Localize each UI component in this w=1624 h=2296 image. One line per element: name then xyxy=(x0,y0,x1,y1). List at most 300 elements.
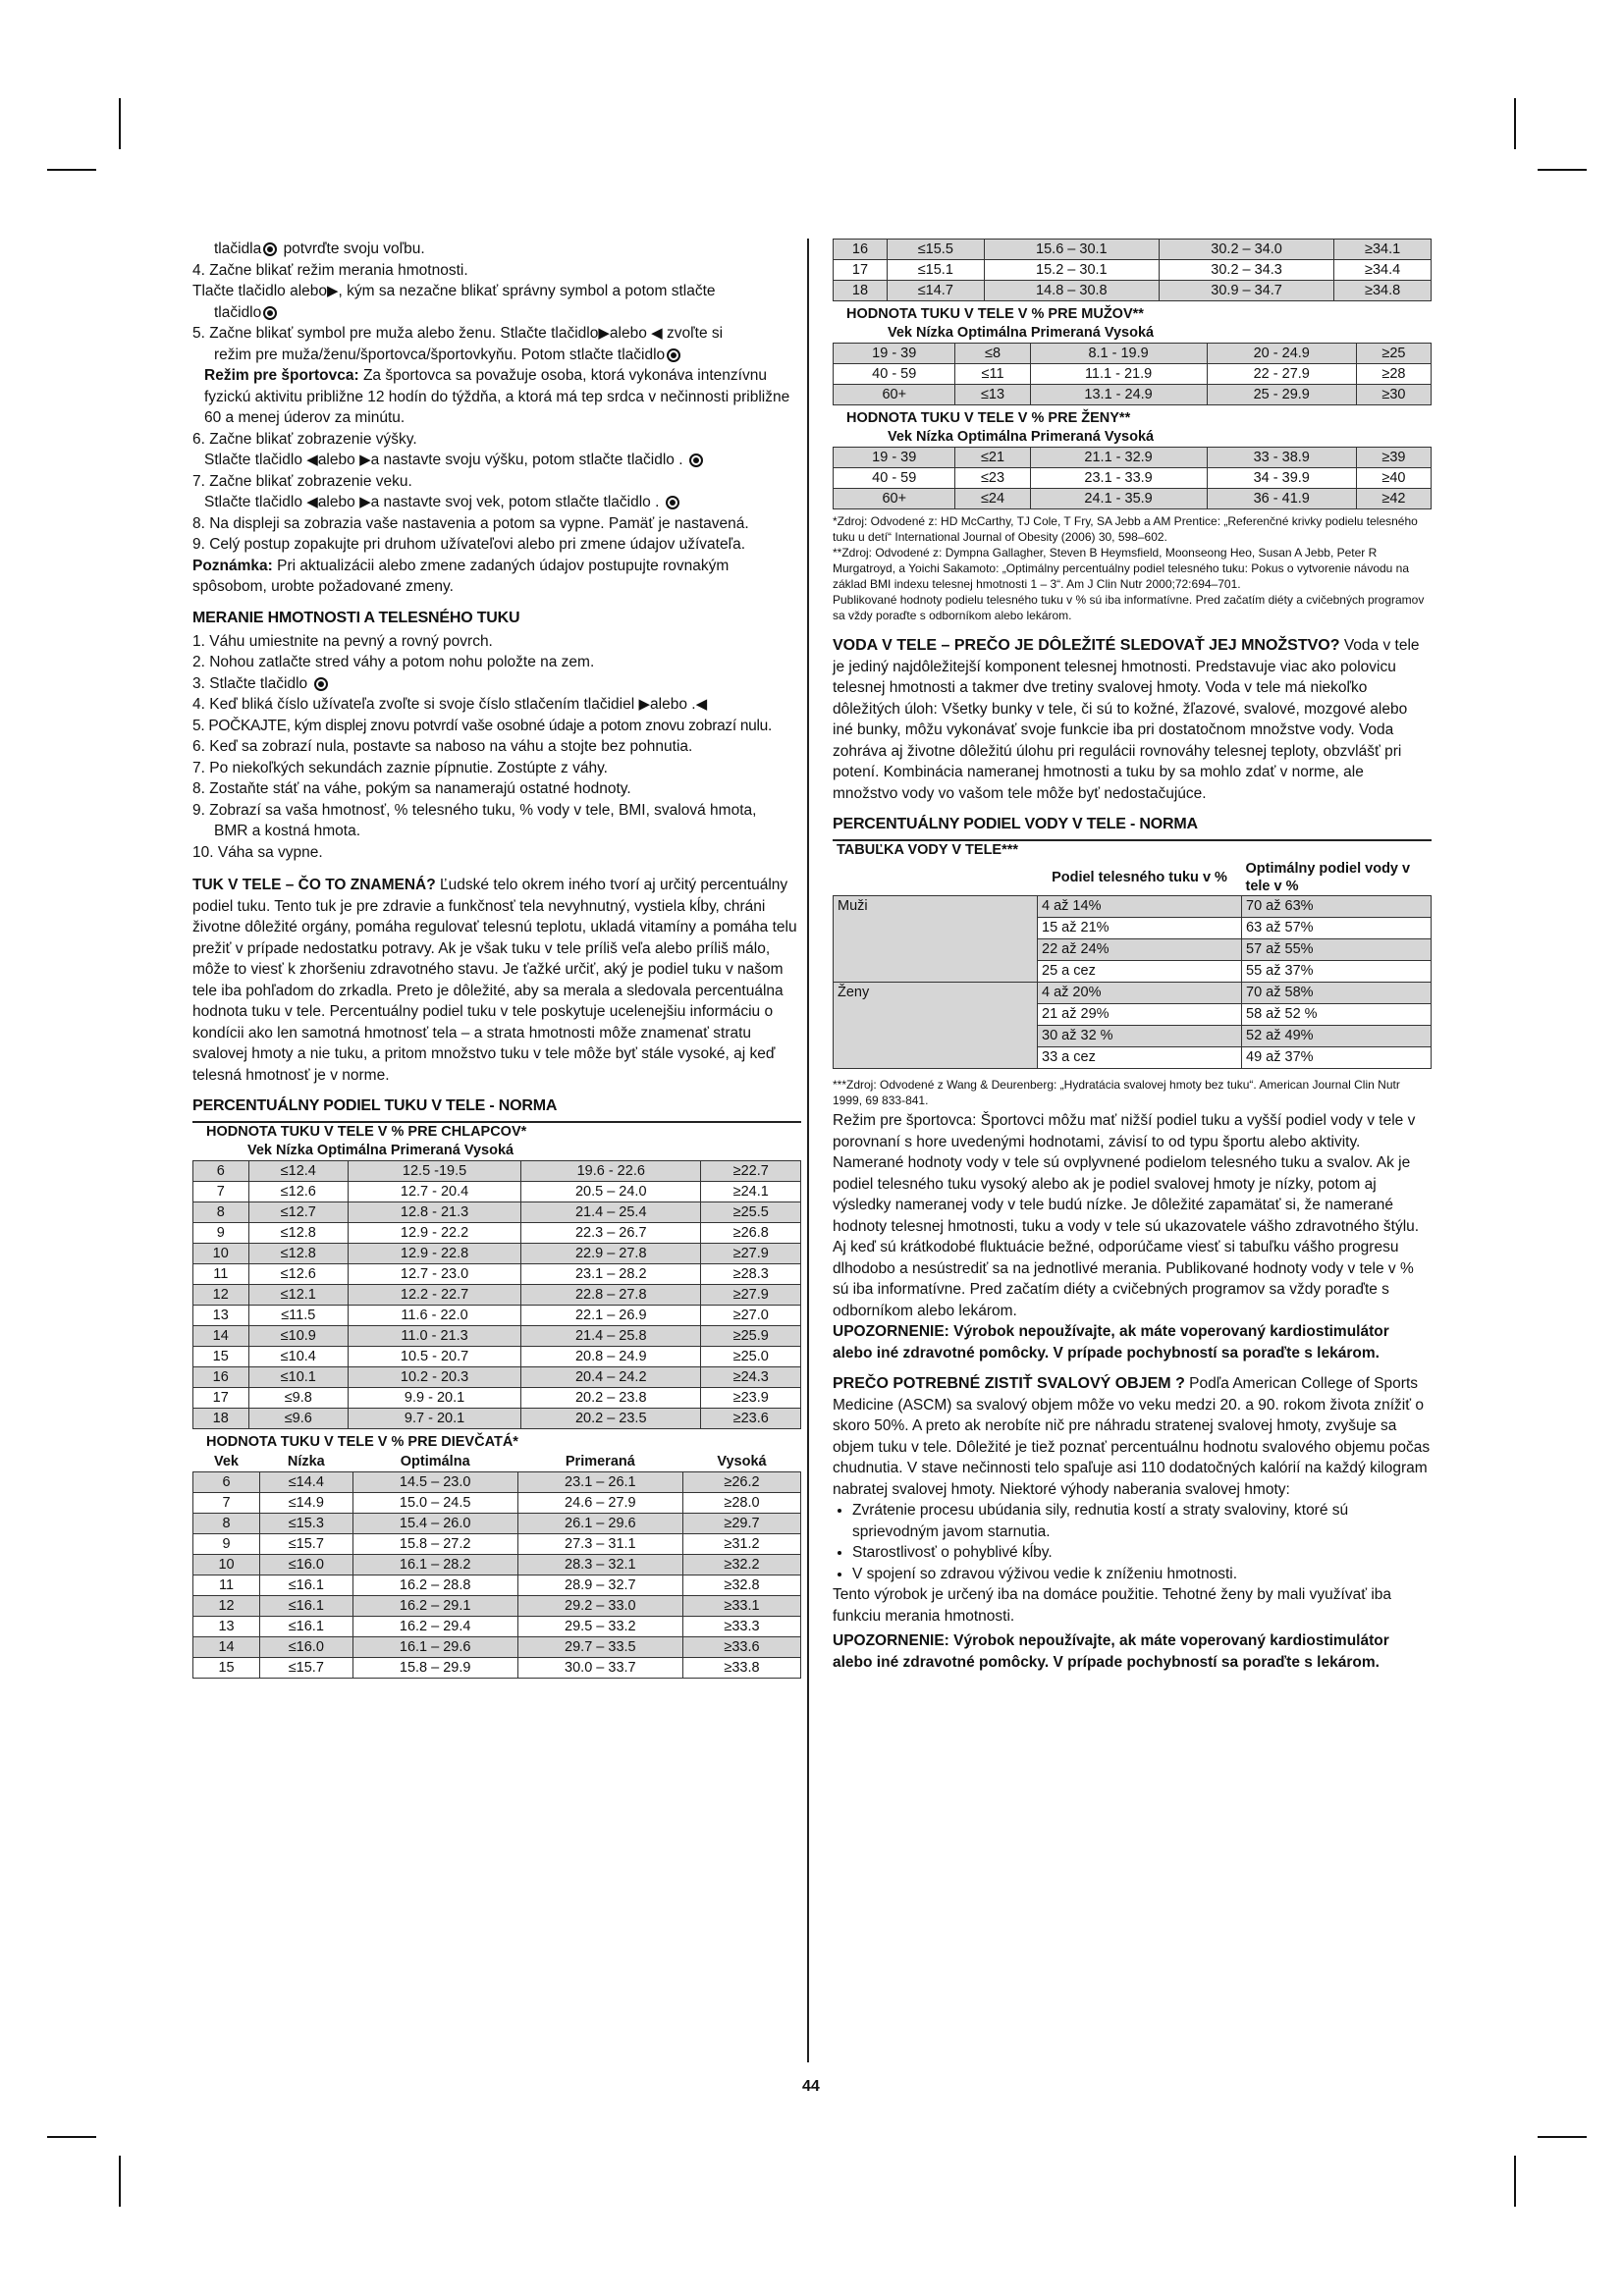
table-cell: ≥39 xyxy=(1356,448,1431,468)
table-cell: 29.7 – 33.5 xyxy=(517,1637,682,1658)
table-cell: 22.3 – 26.7 xyxy=(521,1223,701,1244)
table-cell: ≥40 xyxy=(1356,468,1431,489)
crop-mark xyxy=(119,98,121,149)
measure-step: 8. Zostaňte stáť na váhe, pokým sa nanamerajú ostatné hodnoty. xyxy=(192,780,631,797)
fat-heading: TUK V TELE – ČO TO ZNAMENÁ? xyxy=(192,877,436,893)
table-row xyxy=(834,468,1432,489)
table-cell: 26.1 – 29.6 xyxy=(517,1514,682,1534)
table-cell: 11 xyxy=(193,1575,260,1596)
table-row xyxy=(193,1555,801,1575)
table-cell: ≥23.6 xyxy=(701,1409,801,1429)
table-cell: ≥25.9 xyxy=(701,1326,801,1347)
table-cell: 12.5 -19.5 xyxy=(349,1161,521,1182)
page-number: 44 xyxy=(802,2078,820,2095)
step-6: 6. Začne blikať zobrazenie výšky. xyxy=(192,430,417,448)
table-cell: 28.9 – 32.7 xyxy=(517,1575,682,1596)
table-cell: 8.1 - 19.9 xyxy=(1030,344,1207,364)
source-note: Publikované hodnoty podielu telesného tuku v % sú iba informatívne. Pred začatím diéty a cvičebných programov sa vždy poraďte s odborníkom alebo lekárom. xyxy=(833,593,1425,622)
table-cell: 24.1 - 35.9 xyxy=(1030,489,1207,509)
set-button-icon xyxy=(263,306,277,320)
table-cell: ≤21 xyxy=(955,448,1030,468)
table-cell: 36 - 41.9 xyxy=(1207,489,1356,509)
table-cell: ≤16.1 xyxy=(260,1596,353,1617)
table-cell: 34 - 39.9 xyxy=(1207,468,1356,489)
table-cell: ≤13 xyxy=(955,385,1030,405)
measure-step: 6. Keď sa zobrazí nula, postavte sa naboso na váhu a stojte bez pohnutia. xyxy=(192,738,693,755)
table-row xyxy=(193,1161,801,1182)
measure-step: 10. Váha sa vypne. xyxy=(192,843,323,861)
muscle-paragraph: PREČO POTREBNÉ ZISTIŤ SVALOVÝ OBJEM ? Podľa American College of Sports Medicine (ASCM) sa svalový objem môže vo veku medzi 20. a 90. rokom života znížiť o skoro 50%. A preto ak nerobíte nič pre náhradu stratenej svalovej hmoty, zvyšuje sa objem tuku v tele. Dôležité je tiež poznať percentuálnu hodnotu svalového objemu počas chudnutia. V stave nečinnosti telo spaľuje asi 110 dodatočných kalórií na každý kilogram nabratej svalovej hmoty. Niektoré výhody naberania svalovej hmoty: xyxy=(833,1375,1431,1498)
measure-step: 3. Stlačte tlačidlo xyxy=(192,673,801,695)
table-cell: 23.1 – 26.1 xyxy=(517,1472,682,1493)
table-cell: 10 xyxy=(193,1244,249,1264)
table-cell: ≤8 xyxy=(955,344,1030,364)
table-row xyxy=(834,281,1432,301)
table-cell: 14 xyxy=(193,1637,260,1658)
set-button-icon xyxy=(263,242,277,256)
table-cell: 19 - 39 xyxy=(834,448,955,468)
table-row xyxy=(834,918,1432,939)
table-row xyxy=(193,1658,801,1679)
table-cell: 9.7 - 20.1 xyxy=(349,1409,521,1429)
table-cell: 12.9 - 22.2 xyxy=(349,1223,521,1244)
table-cell: ≥24.3 xyxy=(701,1367,801,1388)
table-cell: Ženy xyxy=(834,983,1038,1004)
note-paragraph: Poznámka: Pri aktualizácii alebo zmene zadaných údajov postupujte rovnakým spôsobom, urobte požadované zmeny. xyxy=(192,557,730,595)
table-cell: 13 xyxy=(193,1617,260,1637)
women-table-subheader: Vek Nízka Optimálna Primeraná Vysoká xyxy=(888,429,1155,445)
table-cell: ≤14.7 xyxy=(887,281,984,301)
left-arrow-icon: ◀ xyxy=(306,494,318,510)
table-row xyxy=(834,344,1432,364)
table-cell: 20.5 – 24.0 xyxy=(521,1182,701,1202)
table-cell xyxy=(834,961,1038,983)
table-cell: 21 až 29% xyxy=(1038,1004,1242,1026)
table-row xyxy=(193,1388,801,1409)
crop-mark xyxy=(1538,169,1587,171)
table-cell: 22 - 27.9 xyxy=(1207,364,1356,385)
table-cell: ≤14.4 xyxy=(260,1472,353,1493)
table-cell: 13.1 - 24.9 xyxy=(1030,385,1207,405)
table-cell: ≥25.0 xyxy=(701,1347,801,1367)
table-cell: 22 až 24% xyxy=(1038,939,1242,961)
table-cell: ≥29.7 xyxy=(682,1514,800,1534)
table-cell: 17 xyxy=(834,260,888,281)
table-cell: ≤24 xyxy=(955,489,1030,509)
boys-table-subheader: Vek Nízka Optimálna Primeraná Vysoká xyxy=(247,1143,514,1158)
table-cell: 14.8 – 30.8 xyxy=(984,281,1159,301)
table-cell: ≥27.9 xyxy=(701,1285,801,1306)
table-row xyxy=(193,1534,801,1555)
set-button-icon xyxy=(667,348,680,362)
table-cell: 4 až 20% xyxy=(1038,983,1242,1004)
table-cell: ≥22.7 xyxy=(701,1161,801,1182)
table-cell: ≤23 xyxy=(955,468,1030,489)
page xyxy=(192,239,1432,2074)
table-cell: 16.2 – 28.8 xyxy=(352,1575,517,1596)
table-cell: 40 - 59 xyxy=(834,364,955,385)
table-cell: 9 xyxy=(193,1534,260,1555)
table-cell: 28.3 – 32.1 xyxy=(517,1555,682,1575)
table-cell: ≥34.4 xyxy=(1334,260,1432,281)
table-cell: 6 xyxy=(193,1161,249,1182)
table-cell: 60+ xyxy=(834,385,955,405)
water-norm-heading: PERCENTUÁLNY PODIEL VODY V TELE - NORMA xyxy=(833,816,1198,832)
table-cell: 20 - 24.9 xyxy=(1207,344,1356,364)
table-row xyxy=(834,240,1432,260)
table-cell: ≤12.7 xyxy=(248,1202,349,1223)
table-cell: ≤16.1 xyxy=(260,1575,353,1596)
left-arrow-icon: ◀ xyxy=(695,696,708,713)
table-cell: 30 až 32 % xyxy=(1038,1026,1242,1047)
table-cell: ≤15.1 xyxy=(887,260,984,281)
table-cell: 70 až 63% xyxy=(1242,896,1432,918)
table-row xyxy=(834,260,1432,281)
table-cell: ≥33.1 xyxy=(682,1596,800,1617)
table-row xyxy=(193,1409,801,1429)
table-cell: ≤12.4 xyxy=(248,1161,349,1182)
table-row xyxy=(193,1244,801,1264)
table-cell: 18 xyxy=(193,1409,249,1429)
table-cell: ≥31.2 xyxy=(682,1534,800,1555)
table-row xyxy=(834,364,1432,385)
girls-col-header: Optimálna xyxy=(400,1454,470,1469)
table-row xyxy=(834,983,1432,1004)
measure-step: 4. Keď bliká číslo užívateľa zvoľte si svoje číslo stlačením tlačidiel ▶alebo .◀ xyxy=(192,696,708,713)
table-cell: 21.1 - 32.9 xyxy=(1030,448,1207,468)
table-cell: ≥32.8 xyxy=(682,1575,800,1596)
table-cell: 16.1 – 29.6 xyxy=(352,1637,517,1658)
home-use-paragraph: Tento výrobok je určený iba na domáce použitie. Tehotné ženy by mali využívať iba funkciu merania hmotnosti. xyxy=(833,1586,1392,1625)
women-table-title: HODNOTA TUKU V TELE V % PRE ŽENY** xyxy=(846,410,1131,426)
table-row xyxy=(193,1514,801,1534)
table-cell: ≥27.9 xyxy=(701,1244,801,1264)
source-note: **Zdroj: Odvodené z: Dympna Gallagher, Steven B Heymsfield, Moonseong Heo, Susan A Jebb, Peter R Murgatroyd, a Yoichi Sakamoto: „Optimálny percentuálny podiel telesného tuku: Pokus o vytvorenie návodu na základ BMI indexu telesnej hmotnosti 1 – 3“. Am J Clin Nutr 2000;72:694–701. xyxy=(833,546,1410,591)
table-cell: 55 až 37% xyxy=(1242,961,1432,983)
table-cell: 12.8 - 21.3 xyxy=(349,1202,521,1223)
table-row xyxy=(193,1347,801,1367)
table-cell: 60+ xyxy=(834,489,955,509)
table-cell: ≥30 xyxy=(1356,385,1431,405)
table-cell: ≤12.8 xyxy=(248,1223,349,1244)
table-row xyxy=(193,1182,801,1202)
table-cell: 16 xyxy=(834,240,888,260)
table-cell: ≤16.1 xyxy=(260,1617,353,1637)
norm-heading: PERCENTUÁLNY PODIEL TUKU V TELE - NORMA xyxy=(192,1097,558,1114)
crop-mark xyxy=(47,2136,96,2138)
list-item: • Starostlivosť o pohyblivé kĺby. xyxy=(852,1542,1432,1564)
table-cell: ≥34.8 xyxy=(1334,281,1432,301)
table-cell: 7 xyxy=(193,1493,260,1514)
table-cell: 15.4 – 26.0 xyxy=(352,1514,517,1534)
intro-line: tlačidla potvrďte svoju voľbu. xyxy=(214,240,425,257)
table-row xyxy=(834,1026,1432,1047)
right-arrow-icon: ▶ xyxy=(638,696,651,713)
table-cell: 15 až 21% xyxy=(1038,918,1242,939)
table-row xyxy=(193,1306,801,1326)
table-cell: ≥28.0 xyxy=(682,1493,800,1514)
women-fat-table xyxy=(833,447,1432,509)
intro-line: režim pre muža/ženu/športovca/športovkyňu. Potom stlačte tlačidlo xyxy=(192,345,801,366)
table-cell: 8 xyxy=(193,1514,260,1534)
right-arrow-icon: ▶ xyxy=(327,283,339,299)
table-cell: 49 až 37% xyxy=(1242,1047,1432,1069)
measure-step: 1. Váhu umiestnite na pevný a rovný povrch. xyxy=(192,632,493,650)
table-row xyxy=(193,1202,801,1223)
crop-mark xyxy=(47,169,96,171)
sport-mode-paragraph: Režim pre športovca: Za športovca sa považuje osoba, ktorá vykonáva intenzívnu fyzickú aktivitu približne 12 hodín do týždňa, a ktorá má tep srdca v nečinnosti približne 60 a menej úderov za minútu. xyxy=(204,367,790,426)
warning-text: UPOZORNENIE: Výrobok nepoužívajte, ak máte voperovaný kardiostimulátor alebo iné zdravotné pomôcky. V prípade pochybností sa poraďte s lekárom. xyxy=(833,1632,1389,1671)
set-button-icon xyxy=(689,454,703,467)
table-cell: ≤9.8 xyxy=(248,1388,349,1409)
water-col-header: Podiel telesného tuku v % xyxy=(1052,869,1227,885)
girls-fat-table-continued xyxy=(833,239,1432,301)
table-cell: 15.8 – 29.9 xyxy=(352,1658,517,1679)
source-note: ***Zdroj: Odvodené z Wang & Deurenberg: „Hydratácia svalovej hmoty bez tuku“. American Journal Clin Nutr 1999, 69 833-841. xyxy=(833,1078,1400,1107)
table-row xyxy=(193,1493,801,1514)
table-cell: ≥33.3 xyxy=(682,1617,800,1637)
crop-mark xyxy=(1538,2136,1587,2138)
table-cell: 15.6 – 30.1 xyxy=(984,240,1159,260)
benefit-list xyxy=(833,1500,1432,1584)
table-cell: ≤15.3 xyxy=(260,1514,353,1534)
set-button-icon xyxy=(666,496,679,509)
table-cell: 33 - 38.9 xyxy=(1207,448,1356,468)
table-row xyxy=(193,1617,801,1637)
table-cell: ≤9.6 xyxy=(248,1409,349,1429)
table-cell: 14 xyxy=(193,1326,249,1347)
girls-col-header: Primeraná xyxy=(565,1454,635,1469)
water-table-title: TABUĽKA VODY V TELE*** xyxy=(833,839,1432,860)
table-cell: ≤10.1 xyxy=(248,1367,349,1388)
crop-mark xyxy=(119,2156,121,2207)
table-cell: ≤16.0 xyxy=(260,1555,353,1575)
table-row xyxy=(193,1264,801,1285)
table-cell: 11 xyxy=(193,1264,249,1285)
table-cell: 29.5 – 33.2 xyxy=(517,1617,682,1637)
table-row xyxy=(834,385,1432,405)
table-cell: 27.3 – 31.1 xyxy=(517,1534,682,1555)
girls-fat-table xyxy=(192,1452,801,1679)
table-cell: ≥27.0 xyxy=(701,1306,801,1326)
table-cell: ≥26.8 xyxy=(701,1223,801,1244)
fat-paragraph: TUK V TELE – ČO TO ZNAMENÁ? Ľudské telo okrem iného tvorí aj určitý percentuálny podiel tuku. Tento tuk je pre zdravie a funkčnosť tela nevyhnutný, vystiela kĺby, chráni životne dôležité orgány, pomáha regulovať telesnú teplotu, ukladá vitamíny a pomáha telu prežiť v prípade nedostatku potravy. Ak je však tuku v tele príliš veľa alebo príliš málo, môže to viesť k zhoršeniu zdravotného stavu. Je ťažké určiť, aký je podiel tuku v našom tele iba pohľadom do zrkadla. Preto je dôležité, aby sa merala a sledovala percentuálna hodnota tuku v tele. Percentuálny podiel tuku v tele poskytuje ucelenejšiu informáciu o kondícii ako len samotná hmotnosť tela – a strata hmotnosti môže znamenať stratu svalovej hmoty a nie tuku, a pritom množstvo tuku v tele môže byť stále vysoké, aj keď telesná hmotnosť je v norme. xyxy=(192,877,797,1084)
table-cell: 30.2 – 34.0 xyxy=(1159,240,1333,260)
table-cell: ≤12.6 xyxy=(248,1264,349,1285)
table-cell: 23.1 - 33.9 xyxy=(1030,468,1207,489)
right-arrow-icon: ▶ xyxy=(359,494,371,510)
table-cell: 16.1 – 28.2 xyxy=(352,1555,517,1575)
table-cell: ≤15.7 xyxy=(260,1658,353,1679)
table-row xyxy=(193,1367,801,1388)
table-cell: 11.6 - 22.0 xyxy=(349,1306,521,1326)
table-row xyxy=(834,961,1432,983)
table-cell: Muži xyxy=(834,896,1038,918)
table-row xyxy=(834,939,1432,961)
table-cell: ≥28.3 xyxy=(701,1264,801,1285)
table-cell: ≥28 xyxy=(1356,364,1431,385)
table-row xyxy=(193,1223,801,1244)
table-cell: 23.1 – 28.2 xyxy=(521,1264,701,1285)
measure-step: 9. Zobrazí sa vaša hmotnosť, % telesného tuku, % vody v tele, BMI, svalová hmota, xyxy=(192,801,757,819)
boys-table-title: HODNOTA TUKU V TELE V % PRE CHLAPCOV* xyxy=(192,1121,801,1142)
table-cell: ≤10.9 xyxy=(248,1326,349,1347)
set-button-icon xyxy=(314,677,328,691)
table-cell: 15 xyxy=(193,1347,249,1367)
table-cell: 25 a cez xyxy=(1038,961,1242,983)
table-cell: ≥24.1 xyxy=(701,1182,801,1202)
table-cell: 12.7 - 23.0 xyxy=(349,1264,521,1285)
table-cell: 16.2 – 29.4 xyxy=(352,1617,517,1637)
intro-line: Tlačte tlačidlo alebo▶, kým sa nezačne blikať správny symbol a potom stlačte xyxy=(192,283,716,299)
measure-heading: MERANIE HMOTNOSTI A TELESNÉHO TUKU xyxy=(192,609,520,626)
table-row xyxy=(834,448,1432,468)
table-cell: 13 xyxy=(193,1306,249,1326)
table-cell: ≤15.7 xyxy=(260,1534,353,1555)
table-cell: 12.7 - 20.4 xyxy=(349,1182,521,1202)
intro-line: tlačidlo xyxy=(192,302,801,324)
step-7-detail: Stlačte tlačidlo ◀alebo ▶a nastavte svoj vek, potom stlačte tlačidlo . xyxy=(192,492,801,513)
table-row xyxy=(193,1472,801,1493)
source-note: *Zdroj: Odvodené z: HD McCarthy, TJ Cole, T Fry, SA Jebb a AM Prentice: „Referenčné krivky podielu telesného tuku u detí“ International Journal of Obesity (2006) 30, 598–602. xyxy=(833,514,1418,544)
table-row xyxy=(193,1285,801,1306)
table-cell: ≤14.9 xyxy=(260,1493,353,1514)
left-column xyxy=(192,239,801,1679)
table-cell: 40 - 59 xyxy=(834,468,955,489)
muscle-heading: PREČO POTREBNÉ ZISTIŤ SVALOVÝ OBJEM ? xyxy=(833,1375,1185,1392)
table-cell: 33 a cez xyxy=(1038,1047,1242,1069)
table-cell: ≥34.1 xyxy=(1334,240,1432,260)
table-cell: ≥23.9 xyxy=(701,1388,801,1409)
table-cell: 15.8 – 27.2 xyxy=(352,1534,517,1555)
table-cell: 20.2 – 23.5 xyxy=(521,1409,701,1429)
table-cell: 20.8 – 24.9 xyxy=(521,1347,701,1367)
table-cell: 19.6 - 22.6 xyxy=(521,1161,701,1182)
table-row xyxy=(193,1326,801,1347)
right-column xyxy=(833,239,1432,1673)
table-cell: 70 až 58% xyxy=(1242,983,1432,1004)
table-cell: 12 xyxy=(193,1285,249,1306)
warning-text: UPOZORNENIE: Výrobok nepoužívajte, ak máte voperovaný kardiostimulátor alebo iné zdravotné pomôcky. V prípade pochybností sa poraďte s lekárom. xyxy=(833,1323,1389,1362)
table-cell: 57 až 55% xyxy=(1242,939,1432,961)
table-cell: ≥42 xyxy=(1356,489,1431,509)
table-cell: 9.9 - 20.1 xyxy=(349,1388,521,1409)
table-cell: ≥26.2 xyxy=(682,1472,800,1493)
list-item: • Zvrátenie procesu ubúdania sily, rednutia kostí a straty svaloviny, ktoré sú sprievodným javom starnutia. xyxy=(852,1500,1432,1542)
table-row xyxy=(834,896,1432,918)
sport-water-paragraph: Režim pre športovca: Športovci môžu mať nižší podiel tuku a vyšší podiel vody v tele v porovnaní s hore uvedenými hodnotami, závisí to od typu športu alebo aktivity. Namerané hodnoty vody v tele sú ovplyvnené podielom telesného tuku a svalov. Ak je podiel telesného tuku vysoký alebo ak je podiel svalovej hmoty je nízky, potom aj výsledky nameranej vody v tele budú nízke. Je dôležité zapamätať si, že namerané hodnoty telesnej hmotnosti, tuku a vody v tele sú ukazovatele vášho zdravotného štýlu. Aj keď sú krátkodobé fluktuácie bežné, odporúčame viesť si tabuľku vášho progresu dlhodobo a nesústrediť sa na jednotlivé merania. Publikované hodnoty vody v tele v % sú iba informatívne. Pred začatím diéty a cvičebných programov sa vždy poraďte s odborníkom alebo lekárom. xyxy=(833,1112,1420,1319)
table-cell: 25 - 29.9 xyxy=(1207,385,1356,405)
table-cell: ≤11.5 xyxy=(248,1306,349,1326)
table-cell: 9 xyxy=(193,1223,249,1244)
table-cell: ≤12.1 xyxy=(248,1285,349,1306)
table-cell xyxy=(834,939,1038,961)
table-cell xyxy=(834,918,1038,939)
list-item: • V spojení so zdravou výživou vedie k zníženiu hmotnosti. xyxy=(852,1564,1432,1585)
table-cell: 22.9 – 27.8 xyxy=(521,1244,701,1264)
table-cell: 52 až 49% xyxy=(1242,1026,1432,1047)
table-cell: 4 až 14% xyxy=(1038,896,1242,918)
table-cell: 12.9 - 22.8 xyxy=(349,1244,521,1264)
table-cell: 22.1 – 26.9 xyxy=(521,1306,701,1326)
step-7: 7. Začne blikať zobrazenie veku. xyxy=(192,472,412,490)
table-cell: ≤12.6 xyxy=(248,1182,349,1202)
table-cell: 30.2 – 34.3 xyxy=(1159,260,1333,281)
girls-col-header: Nízka xyxy=(287,1454,325,1469)
table-cell: 16.2 – 29.1 xyxy=(352,1596,517,1617)
measure-step: 7. Po niekoľkých sekundách zaznie pípnutie. Zostúpte z váhy. xyxy=(192,759,608,776)
table-cell: 20.2 – 23.8 xyxy=(521,1388,701,1409)
table-cell: 11.1 - 21.9 xyxy=(1030,364,1207,385)
table-row xyxy=(834,1004,1432,1026)
water-paragraph: VODA V TELE – PREČO JE DÔLEŽITÉ SLEDOVAŤ JEJ MNOŽSTVO? Voda v tele je jediný najdôležitejší komponent telesnej hmotnosti. Predstavuje viac ako polovicu telesnej hmotnosti a takmer dve tretiny svalovej hmoty. Voda v tele má niekoľko dôležitých úloh: Všetky bunky v tele, či sú to kožné, žľazové, svalové, mozgové alebo iné bunky, môžu vykonávať svoje funkcie iba pri dostatočnom množstve vody. Voda zohráva aj životne dôležitú úlohu pri regulácii rovnováhy telesnej teploty, obzvlášť pri potení. Kombinácia nameranej hmotnosti a tuku by sa mohlo zdať v norme, ale množstvo vody vo vašom tele môže byť nedostačujúce. xyxy=(833,637,1420,802)
table-row xyxy=(193,1637,801,1658)
table-cell: 15.0 – 24.5 xyxy=(352,1493,517,1514)
table-cell: ≤15.5 xyxy=(887,240,984,260)
table-cell xyxy=(834,1004,1038,1026)
table-cell: ≤12.8 xyxy=(248,1244,349,1264)
column-divider xyxy=(807,239,809,2062)
table-cell: ≥25.5 xyxy=(701,1202,801,1223)
table-cell: 14.5 – 23.0 xyxy=(352,1472,517,1493)
step-6-detail: Stlačte tlačidlo ◀alebo ▶a nastavte svoju výšku, potom stlačte tlačidlo . xyxy=(192,450,801,471)
table-cell xyxy=(834,1026,1038,1047)
intro-line: 5. Začne blikať symbol pre muža alebo ženu. Stlačte tlačidlo▶alebo ◀ zvoľte si xyxy=(192,325,724,342)
table-cell xyxy=(834,1047,1038,1069)
table-cell: 12 xyxy=(193,1596,260,1617)
table-cell: 17 xyxy=(193,1388,249,1409)
table-cell: 30.9 – 34.7 xyxy=(1159,281,1333,301)
table-row xyxy=(193,1575,801,1596)
table-cell: 18 xyxy=(834,281,888,301)
step-8: 8. Na displeji sa zobrazia vaše nastavenia a potom sa vypne. Pamäť je nastavená. xyxy=(192,514,749,532)
right-arrow-icon: ▶ xyxy=(598,325,610,342)
step-9: 9. Celý postup zopakujte pri druhom užívateľovi alebo pri zmene údajov užívateľa. xyxy=(192,536,746,553)
table-cell: 16 xyxy=(193,1367,249,1388)
table-cell: ≤16.0 xyxy=(260,1637,353,1658)
crop-mark xyxy=(1514,98,1516,149)
table-cell: 58 až 52 % xyxy=(1242,1004,1432,1026)
crop-mark xyxy=(1514,2156,1516,2207)
girls-table-title: HODNOTA TUKU V TELE V % PRE DIEVČATÁ* xyxy=(206,1434,518,1450)
measure-step: 5. POČKAJTE, kým displej znovu potvrdí vaše osobné údaje a potom znovu zobrazí nulu. xyxy=(192,717,772,734)
table-row xyxy=(193,1596,801,1617)
table-row xyxy=(834,1047,1432,1069)
men-table-title: HODNOTA TUKU V TELE V % PRE MUŽOV** xyxy=(846,306,1144,322)
table-cell: 20.4 – 24.2 xyxy=(521,1367,701,1388)
measure-step: BMR a kostná hmota. xyxy=(214,823,361,839)
girls-col-header: Vysoká xyxy=(717,1454,767,1469)
table-cell: 10.5 - 20.7 xyxy=(349,1347,521,1367)
table-cell: 63 až 57% xyxy=(1242,918,1432,939)
left-arrow-icon: ◀ xyxy=(306,452,318,468)
table-cell: 10.2 - 20.3 xyxy=(349,1367,521,1388)
table-cell: 21.4 – 25.4 xyxy=(521,1202,701,1223)
table-cell: 19 - 39 xyxy=(834,344,955,364)
table-cell: ≥25 xyxy=(1356,344,1431,364)
table-cell: 8 xyxy=(193,1202,249,1223)
table-cell: 21.4 – 25.8 xyxy=(521,1326,701,1347)
table-cell: 11.0 - 21.3 xyxy=(349,1326,521,1347)
table-cell: 30.0 – 33.7 xyxy=(517,1658,682,1679)
table-cell: ≥33.8 xyxy=(682,1658,800,1679)
table-cell: ≤11 xyxy=(955,364,1030,385)
table-cell: ≥32.2 xyxy=(682,1555,800,1575)
table-cell: 15.2 – 30.1 xyxy=(984,260,1159,281)
table-cell: 12.2 - 22.7 xyxy=(349,1285,521,1306)
table-cell: ≤10.4 xyxy=(248,1347,349,1367)
table-cell: 24.6 – 27.9 xyxy=(517,1493,682,1514)
